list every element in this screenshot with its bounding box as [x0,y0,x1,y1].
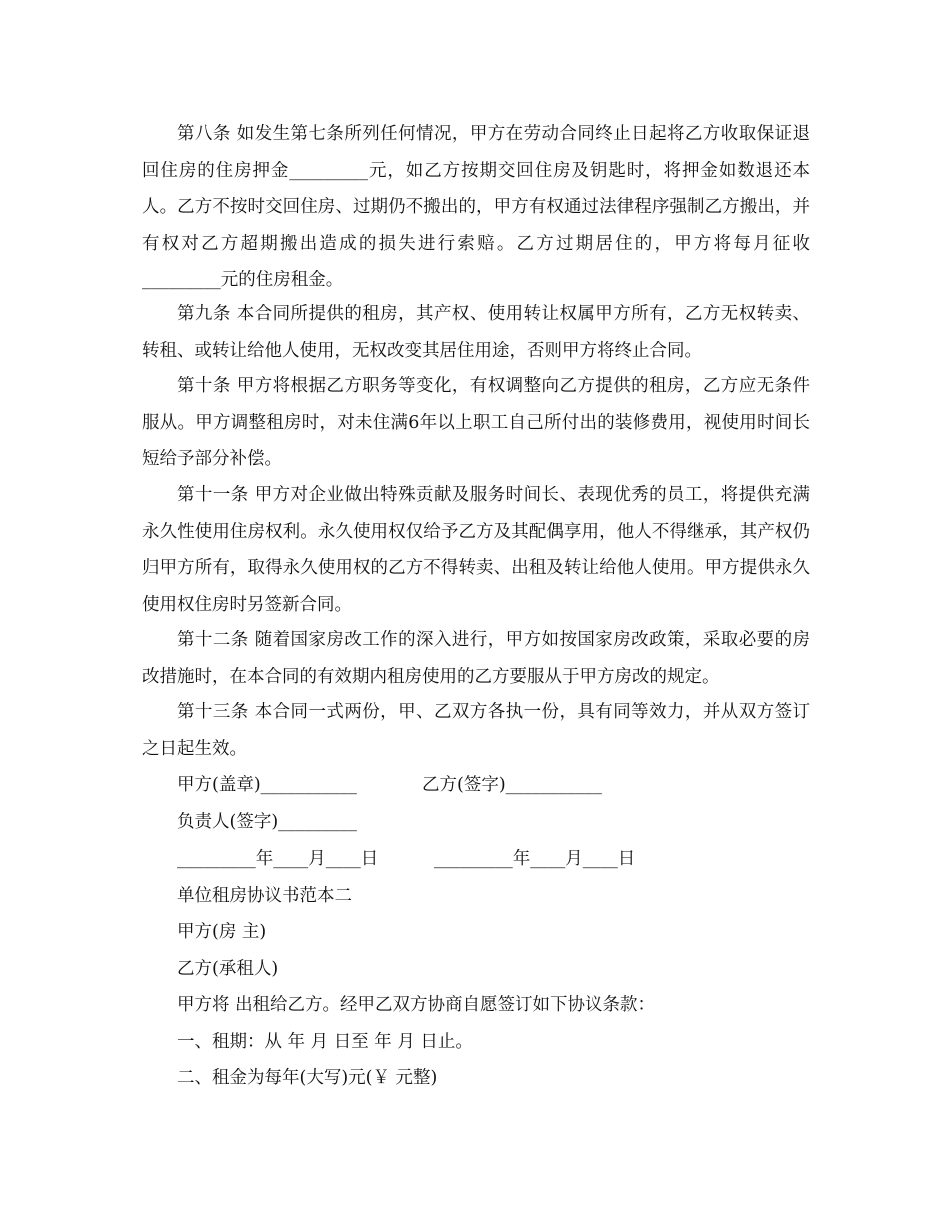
lease-term-clause: 一、租期：从 年 月 日至 年 月 日止。 [177,1032,473,1052]
article-12-paragraph: 第十二条 随着国家房改工作的深入进行，甲方如按国家房改政策，采取必要的房改措施时，在本合同的有效期内租房使用的乙方要服从于甲方房改的规定。 [142,630,810,687]
party-b-sign-line: 乙方(签字)___________ [422,775,602,795]
article-8-paragraph: 第八条 如发生第七条所列任何情况，甲方在劳动合同终止日起将乙方收取保证退回住房的住房押金_________元，如乙方按期交回住房及钥匙时，将押金如数退还本人。乙方不按时交回住房、过期仍不搬出的，甲方有权通过法律程序强制乙方搬出，并有权对乙方超期搬出造成的损失进行索赔。乙方过期居住的，甲方将每月征收_________元的住房租金。 [142,124,810,290]
party-a-seal-line: 甲方(盖章)___________ [177,775,357,795]
tenant-line: 乙方(承租人) [177,959,279,979]
template-two-title: 单位租房协议书范本二 [177,886,352,906]
date-line-b: _________年____月____日 [434,849,636,869]
article-9-paragraph: 第九条 本合同所提供的租房，其产权、使用转让权属甲方所有，乙方无权转卖、转租、或转让给他人使用，无权改变其居住用途，否则甲方将终止合同。 [142,304,810,361]
date-line-a: _________年____月____日 [177,849,379,869]
article-11-paragraph: 第十一条 甲方对企业做出特殊贡献及服务时间长、表现优秀的员工，将提供充满永久性使用住房权利。永久使用权仅给予乙方及其配偶享用，他人不得继承，其产权仍归甲方所有，取得永久使用权的乙方不得转卖、出租及转让给他人使用。甲方提供永久使用权住房时另签新合同。 [142,485,810,615]
article-13-paragraph: 第十三条 本合同一式两份，甲、乙双方各执一份，具有同等效力，并从双方签订之日起生效。 [142,702,810,759]
responsible-sign-line: 负责人(签字)_________ [177,812,357,832]
rent-clause: 二、租金为每年(大写)元(￥ 元整) [177,1068,438,1088]
landlord-line: 甲方(房 主) [177,922,267,942]
agreement-intro-line: 甲方将 出租给乙方。经甲乙双方协商自愿签订如下协议条款： [177,995,656,1015]
article-10-paragraph: 第十条 甲方将根据乙方职务等变化，有权调整向乙方提供的租房，乙方应无条件服从。甲方调整租房时，对未住满6年以上职工自己所付出的装修费用，视使用时间长短给予部分补偿。 [142,376,810,469]
